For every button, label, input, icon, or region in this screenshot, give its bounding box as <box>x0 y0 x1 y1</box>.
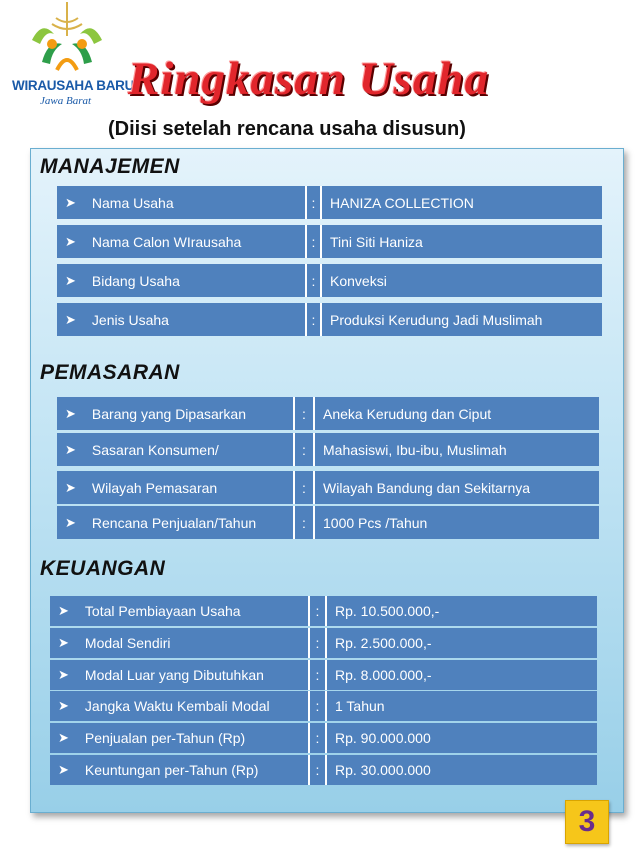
row-separator: : <box>307 264 322 297</box>
table-row <box>57 397 599 430</box>
row-value: 1000 Pcs /Tahun <box>315 506 599 539</box>
table-row <box>50 755 597 785</box>
row-separator: : <box>295 433 315 466</box>
row-label: Barang yang Dipasarkan <box>91 405 247 422</box>
arrow-bullet-icon: ➤ <box>65 514 76 530</box>
row-separator: : <box>307 303 322 336</box>
page-subtitle: (Diisi setelah rencana usaha disusun) <box>108 118 466 140</box>
row-label: Total Pembiayaan Usaha <box>84 603 241 619</box>
table-row <box>50 628 597 658</box>
arrow-bullet-icon: ➤ <box>65 479 76 495</box>
arrow-bullet-icon: ➤ <box>58 667 69 682</box>
row-value: Wilayah Bandung dan Sekitarnya <box>315 471 599 504</box>
row-value: Rp. 8.000.000,- <box>327 660 597 690</box>
page-title: Ringkasan Usaha <box>128 53 490 105</box>
table-row <box>57 433 599 466</box>
section-title-keuangan: KEUANGAN <box>40 557 166 580</box>
row-separator: : <box>307 225 322 258</box>
section-title-manajemen: MANAJEMEN <box>40 155 180 178</box>
row-label: Penjualan per-Tahun (Rp) <box>84 730 246 746</box>
row-value: Rp. 2.500.000,- <box>327 628 597 658</box>
arrow-bullet-icon: ➤ <box>65 311 76 327</box>
logo-emblem-icon <box>12 0 122 80</box>
arrow-bullet-icon: ➤ <box>58 698 69 713</box>
row-separator: : <box>310 660 327 690</box>
table-row <box>50 723 597 753</box>
logo-text: WIRAUSAHA BARU <box>12 78 135 93</box>
row-label: Keuntungan per-Tahun (Rp) <box>84 762 259 778</box>
row-label: Modal Luar yang Dibutuhkan <box>84 667 264 683</box>
row-label: Sasaran Konsumen/ <box>91 441 219 458</box>
row-separator: : <box>295 397 315 430</box>
arrow-bullet-icon: ➤ <box>58 762 69 777</box>
row-value: Aneka Kerudung dan Ciput <box>315 397 599 430</box>
arrow-bullet-icon: ➤ <box>65 194 76 210</box>
logo-subtext: Jawa Barat <box>40 95 92 107</box>
table-row <box>57 186 602 219</box>
table-row <box>50 691 597 721</box>
row-value: Produksi Kerudung Jadi Muslimah <box>322 303 602 336</box>
page-number-badge: 3 <box>565 800 609 844</box>
row-label: Nama Calon WIrausaha <box>91 233 242 250</box>
wirausaha-baru-logo <box>12 0 135 115</box>
row-label: Nama Usaha <box>91 194 174 211</box>
arrow-bullet-icon: ➤ <box>65 233 76 249</box>
table-row <box>57 264 602 297</box>
row-value: Tini Siti Haniza <box>322 225 602 258</box>
arrow-bullet-icon: ➤ <box>58 635 69 650</box>
row-value: Konveksi <box>322 264 602 297</box>
row-value: 1 Tahun <box>327 691 597 721</box>
arrow-bullet-icon: ➤ <box>65 405 76 421</box>
row-separator: : <box>310 596 327 626</box>
table-row <box>57 471 599 504</box>
row-separator: : <box>310 755 327 785</box>
row-separator: : <box>310 628 327 658</box>
row-separator: : <box>295 471 315 504</box>
row-label: Jangka Waktu Kembali Modal <box>84 698 270 714</box>
arrow-bullet-icon: ➤ <box>65 272 76 288</box>
table-row <box>57 303 602 336</box>
row-value: Rp. 30.000.000 <box>327 755 597 785</box>
row-value: Mahasiswi, Ibu-ibu, Muslimah <box>315 433 599 466</box>
arrow-bullet-icon: ➤ <box>58 730 69 745</box>
row-label: Rencana Penjualan/Tahun <box>91 514 257 531</box>
table-row <box>57 225 602 258</box>
row-value: Rp. 10.500.000,- <box>327 596 597 626</box>
row-label: Jenis Usaha <box>91 311 169 328</box>
section-title-pemasaran: PEMASARAN <box>40 361 180 384</box>
row-separator: : <box>307 186 322 219</box>
row-separator: : <box>295 506 315 539</box>
arrow-bullet-icon: ➤ <box>58 603 69 618</box>
row-separator: : <box>310 723 327 753</box>
table-row <box>57 506 599 539</box>
row-separator: : <box>310 691 327 721</box>
table-row <box>50 660 597 690</box>
row-label: Bidang Usaha <box>91 272 180 289</box>
row-label: Modal Sendiri <box>84 635 171 651</box>
row-value: Rp. 90.000.000 <box>327 723 597 753</box>
row-label: Wilayah Pemasaran <box>91 479 218 496</box>
table-row <box>50 596 597 626</box>
arrow-bullet-icon: ➤ <box>65 441 76 457</box>
row-value: HANIZA COLLECTION <box>322 186 602 219</box>
